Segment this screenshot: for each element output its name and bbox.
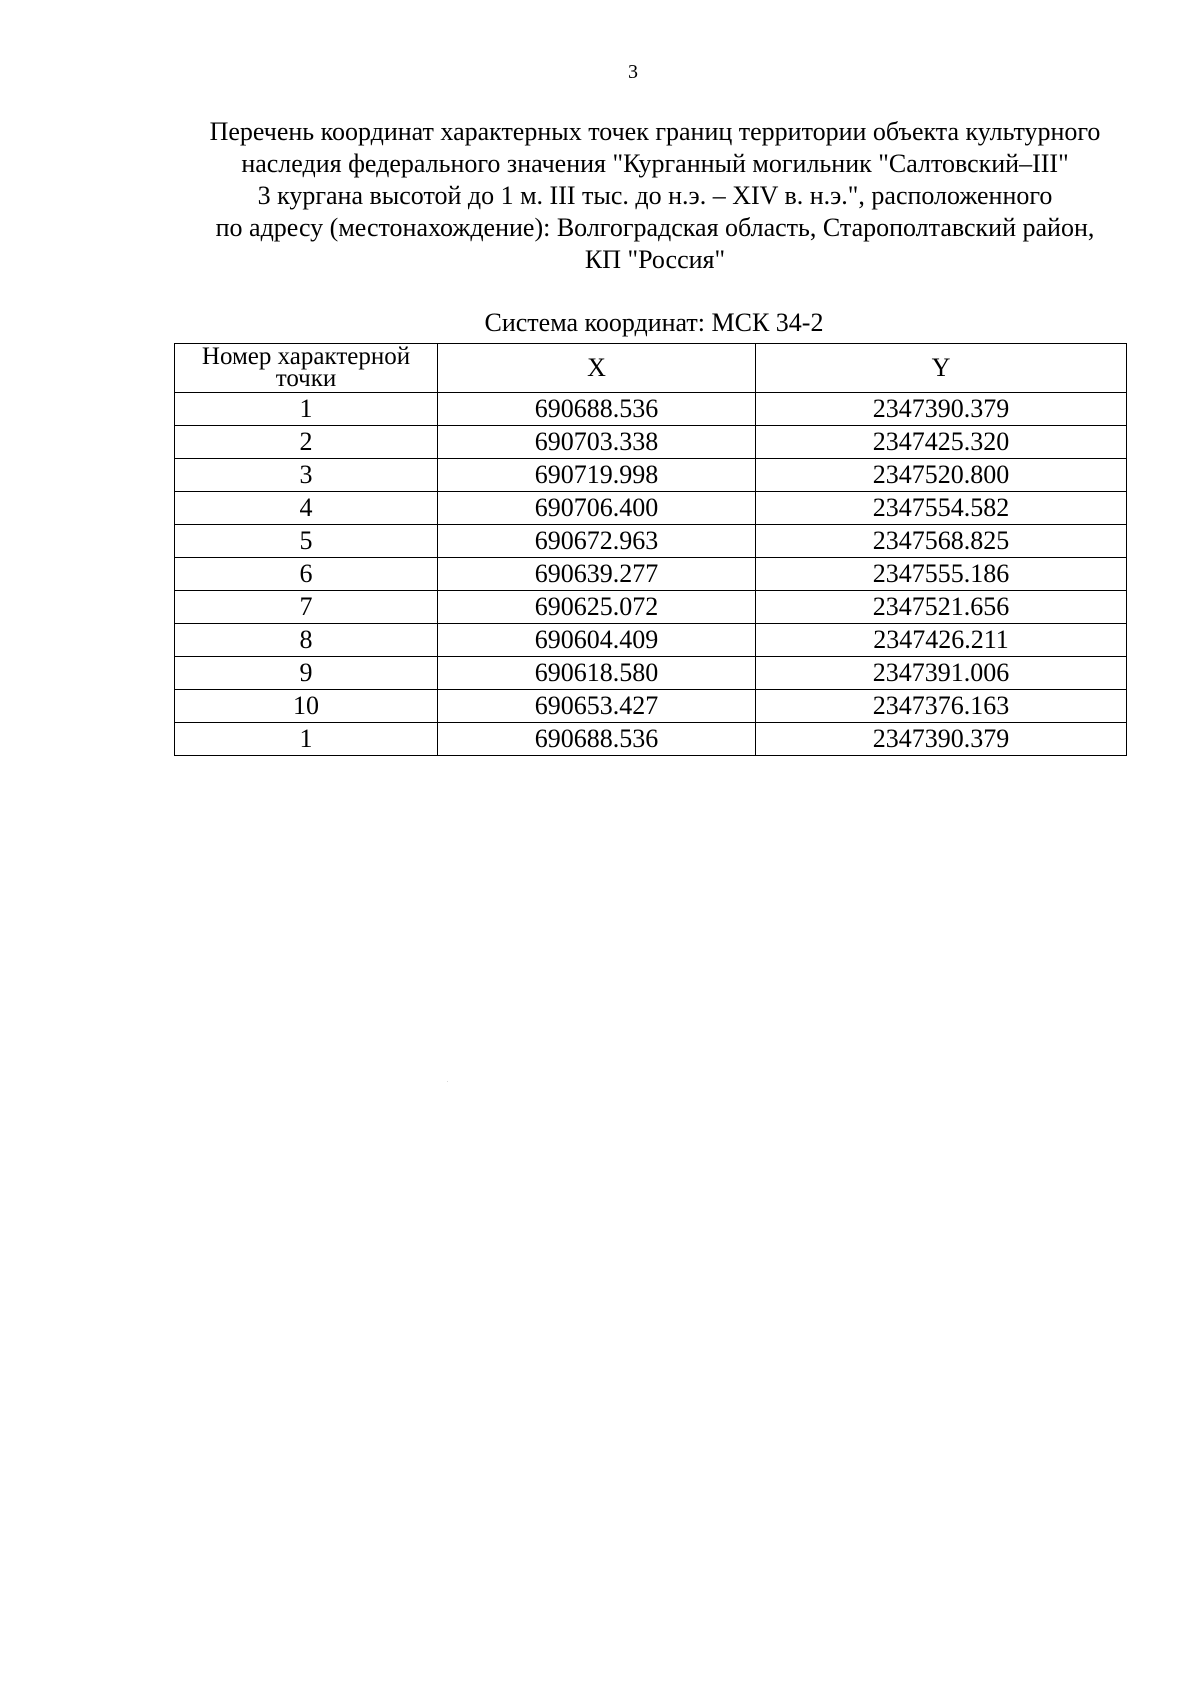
column-header-point-number: Номер характерной точки xyxy=(175,344,438,393)
point-number-cell: 10 xyxy=(175,690,438,723)
point-number-cell: 4 xyxy=(175,492,438,525)
title-line: Перечень координат характерных точек границ территории объекта культурного xyxy=(209,117,1101,146)
coordinate-system-caption: Система координат: МСК 34-2 xyxy=(484,308,824,337)
x-cell: 690618.580 xyxy=(438,657,756,690)
title-line: КП "Россия" xyxy=(584,245,726,274)
coordinates-table xyxy=(174,343,1127,756)
point-number-cell: 7 xyxy=(175,591,438,624)
y-cell: 2347376.163 xyxy=(756,690,1127,723)
y-cell: 2347391.006 xyxy=(756,657,1127,690)
y-cell: 2347390.379 xyxy=(756,393,1127,426)
point-number-cell: 8 xyxy=(175,624,438,657)
table-row xyxy=(175,558,1127,591)
x-cell: 690672.963 xyxy=(438,525,756,558)
y-cell: 2347554.582 xyxy=(756,492,1127,525)
document-title xyxy=(170,116,1140,276)
table-row xyxy=(175,525,1127,558)
column-header-y: Y xyxy=(756,344,1127,393)
table-row xyxy=(175,459,1127,492)
table-header-row xyxy=(175,344,1127,393)
table-row xyxy=(175,492,1127,525)
y-cell: 2347520.800 xyxy=(756,459,1127,492)
x-cell: 690639.277 xyxy=(438,558,756,591)
point-number-cell: 2 xyxy=(175,426,438,459)
x-cell: 690703.338 xyxy=(438,426,756,459)
scan-artifact xyxy=(447,1081,448,1082)
x-cell: 690688.536 xyxy=(438,393,756,426)
title-line: наследия федерального значения "Курганный могильник "Салтовский–III" xyxy=(241,149,1069,178)
point-number-cell: 3 xyxy=(175,459,438,492)
x-cell: 690653.427 xyxy=(438,690,756,723)
x-cell: 690719.998 xyxy=(438,459,756,492)
table-row xyxy=(175,393,1127,426)
table-row xyxy=(175,426,1127,459)
y-cell: 2347390.379 xyxy=(756,723,1127,756)
x-cell: 690604.409 xyxy=(438,624,756,657)
point-number-cell: 1 xyxy=(175,393,438,426)
title-line: 3 кургана высотой до 1 м. III тыс. до н.э. – XIV в. н.э.", расположенного xyxy=(257,181,1053,210)
page-number: 3 xyxy=(628,61,638,83)
column-header-x: X xyxy=(438,344,756,393)
x-cell: 690688.536 xyxy=(438,723,756,756)
point-number-cell: 5 xyxy=(175,525,438,558)
y-cell: 2347568.825 xyxy=(756,525,1127,558)
table-row xyxy=(175,723,1127,756)
x-cell: 690706.400 xyxy=(438,492,756,525)
table-row xyxy=(175,624,1127,657)
point-number-cell: 6 xyxy=(175,558,438,591)
table-row xyxy=(175,657,1127,690)
x-cell: 690625.072 xyxy=(438,591,756,624)
y-cell: 2347425.320 xyxy=(756,426,1127,459)
point-number-cell: 1 xyxy=(175,723,438,756)
y-cell: 2347426.211 xyxy=(756,624,1127,657)
y-cell: 2347521.656 xyxy=(756,591,1127,624)
table-row xyxy=(175,690,1127,723)
title-line: по адресу (местонахождение): Волгоградская область, Старополтавский район, xyxy=(215,213,1095,242)
y-cell: 2347555.186 xyxy=(756,558,1127,591)
point-number-cell: 9 xyxy=(175,657,438,690)
table-row xyxy=(175,591,1127,624)
